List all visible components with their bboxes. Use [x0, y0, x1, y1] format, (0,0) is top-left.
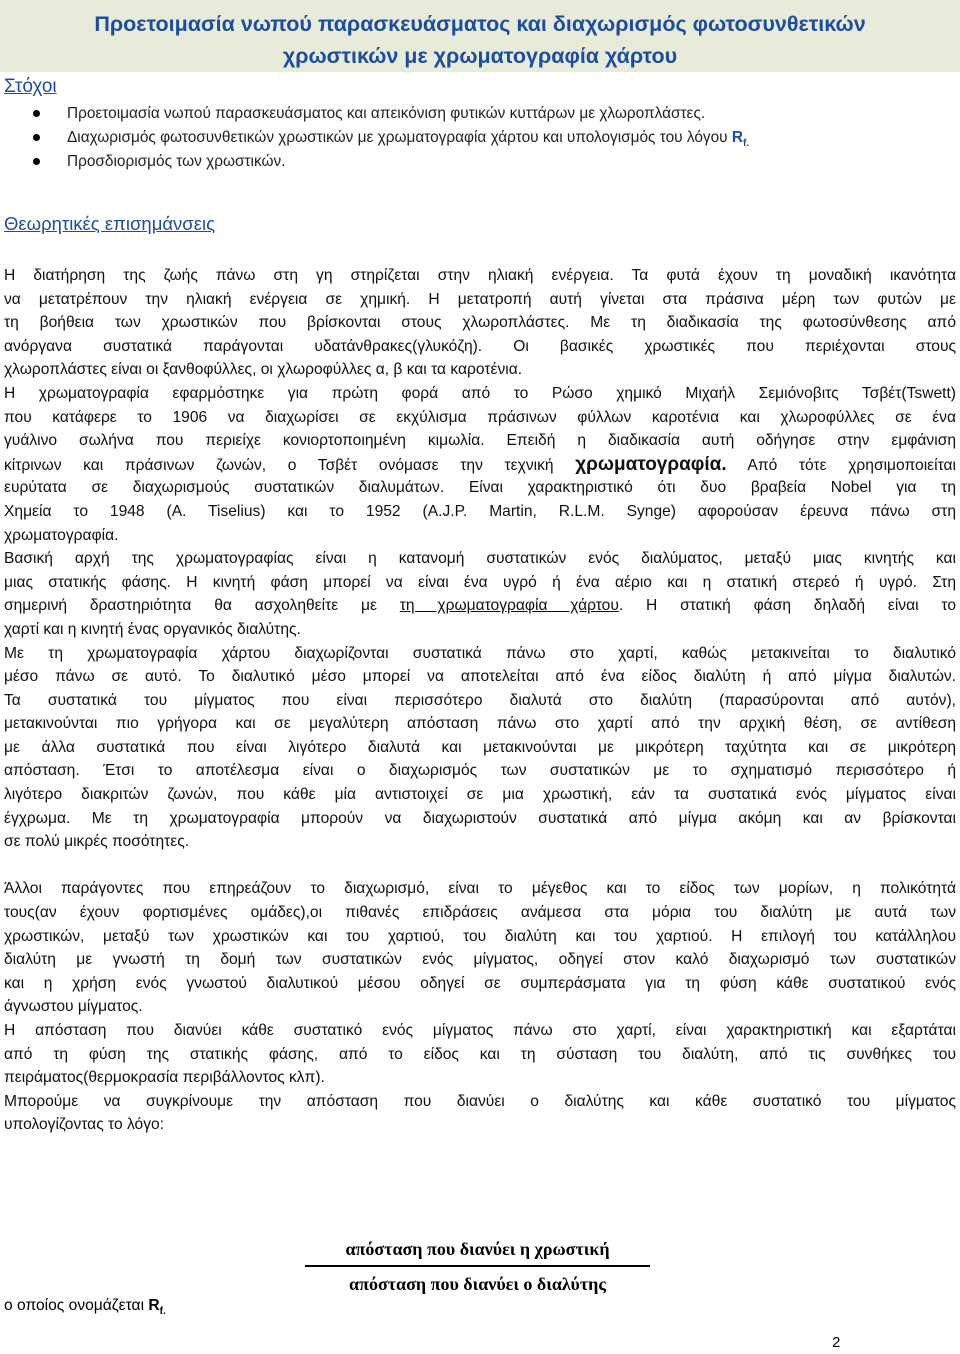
body-line-paper-chromatography	[4, 594, 956, 618]
page-title-line-2: χρωστικών με χρωματογραφία χάρτου	[282, 44, 678, 68]
body-line: Άλλοι παράγοντες που επηρεάζουν το διαχωρισμό, είναι το μέγεθος και το είδος των μορίων, η πολικότητά	[4, 880, 956, 898]
chromatography-term: χρωματογραφία.	[575, 453, 727, 475]
rf-definition-text: ο οποίος ονομάζεται	[4, 1297, 145, 1314]
body-line: τη βοήθεια των χρωστικών που βρίσκονται στους χλωροπλάστες. Με τη διαδικασία της φωτοσύνθεσης από	[4, 314, 956, 332]
formula-numerator: απόσταση που διανύει η χρωστική	[345, 1239, 610, 1259]
body-line: υπολογίζοντας το λόγο:	[4, 1116, 165, 1134]
body-line: να μετατρέπουν την ηλιακή ενέργεια σε χημική. Η μετατροπή αυτή γίνεται στα πράσινα μέρη των φυτών με	[4, 290, 956, 308]
rf-letter: R	[731, 129, 743, 146]
goal-text-2: Διαχωρισμός φωτοσυνθετικών χρωστικών με χρωματογραφία χάρτου και υπολογισμός του λόγου	[67, 129, 728, 146]
rf-subscript: f.	[159, 1306, 166, 1318]
goals-list	[0, 102, 749, 174]
page-title-line-1: Προετοιμασία νωπού παρασκευάσματος και διαχωρισμός φωτοσυνθετικών	[94, 12, 866, 36]
paragraph-gap	[4, 854, 956, 878]
rf-symbol	[731, 129, 750, 150]
body-line: έγχρωμα. Με τη χρωματογραφία μπορούν να διαχωριστούν συστατικά από μίγμα ακόμη και αν βρίσκονται	[4, 809, 956, 827]
body-line: απόσταση. Έτσι το αποτέλεσμα είναι ο διαχωρισμός των συστατικών με το σχηματισμό περισσότερο ή	[4, 762, 956, 780]
body-line: μέσο πάνω σε αυτό. Το διαλυτικό μέσο μπορεί να αποτελείται από ένα είδος διαλύτη ή από μίγμα διαλυτών.	[4, 668, 956, 686]
body-line: Τα συστατικά του μίγματος που είναι περισσότερο διαλυτά στο διαλύτη (παρασύρονται από αυτόν),	[4, 691, 956, 709]
body-line: με άλλα συστατικά που είναι λιγότερο διαλυτά και μετακινούνται με μικρότερη ταχύτητα και σε μικρότερη	[4, 738, 956, 756]
goal-item-2	[0, 126, 749, 150]
goal-text-3: Προσδιορισμός των χρωστικών.	[67, 153, 286, 170]
body-line: Η χρωματογραφία εφαρμόστηκε για πρώτη φορά από το Ρώσο χημικό Μιχαήλ Σεμιόνοβιτς Τσβέτ(Tswett)	[4, 384, 956, 402]
body-line: χαρτί και η κινητή ένας οργανικός διαλύτης.	[4, 620, 301, 638]
line-text: σημερινή δραστηριότητα θα ασχοληθείτε με	[4, 597, 377, 615]
line-text: κίτρινων και πράσινων ζωνών, ο Τσβέτ ονόμασε την τεχνική	[4, 456, 554, 474]
line-text: Από τότε χρησιμοποιείται	[747, 456, 956, 474]
body-line: ανόργανα συστατικά παράγονται υδατάνθρακες(γλυκόζη). Οι βασικές χρωστικές που περιέχονται στους	[4, 337, 956, 355]
body-line: Χημεία το 1948 (A. Tiselius) και το 1952 (A.J.P. Martin, R.L.M. Synge) αφορούσαν έρευνα πάνω στη	[4, 502, 956, 520]
goal-text-1: Προετοιμασία νωπού παρασκευάσματος και απεικόνιση φυτικών κυττάρων με χλωροπλάστες.	[67, 105, 706, 122]
body-line: ευρύτατα σε διαχωρισμούς συστατικών διαλυμάτων. Είναι χαρακτηριστικό ότι δυο βραβεία Nobel για τη	[4, 479, 956, 497]
body-line: και η χρήση ενός γνωστού διαλυτικού μέσου οδηγεί σε συμπεράσματα για τη φύση κάθε συστατικού ενός	[4, 974, 956, 992]
body-line: χρωματογραφία.	[4, 526, 119, 544]
body-line-chromatography	[4, 453, 956, 477]
body-line: χλωροπλάστες είναι οι ξανθοφύλλες, οι χλωροφύλλες α, β και τα καροτένια.	[4, 361, 523, 379]
body-line: γυάλινο σωλήνα που περιείχε κονιορτοποιημένη κιμωλία. Επειδή η διαδικασία αυτή οδήγησε στην εμφάνιση	[4, 432, 956, 450]
formula-denominator: απόσταση που διανύει ο διαλύτης	[349, 1274, 606, 1294]
title-banner	[0, 0, 960, 72]
body-line: σε πολύ μικρές ποσότητες.	[4, 833, 190, 851]
body-line: Η διατήρηση της ζωής πάνω στη γη στηρίζεται στην ηλιακή ενέργεια. Τα φυτά έχουν τη μοναδική ικανότητα	[4, 267, 956, 284]
body-line: που κατάφερε το 1906 να διαχωρίσει σε εκχύλισμα πράσινων φύλλων καροτένια και χλωροφύλλες σε ένα	[4, 408, 956, 426]
theory-body	[4, 264, 956, 1137]
line-text: . Η στατική φάση δηλαδή είναι το	[618, 597, 956, 615]
rf-formula	[305, 1238, 650, 1295]
body-line: άγνωστου μίγματος.	[4, 998, 143, 1016]
theory-heading: Θεωρητικές επισημάνσεις	[4, 213, 215, 234]
paper-chromatography-term: τη χρωματογραφία χάρτου	[399, 597, 619, 615]
body-line: μετακινούνται πιο γρήγορα και σε μεγαλύτερη απόσταση πάνω στο χαρτί από την αρχική θέση, σε αντίθεση	[4, 715, 956, 733]
goals-heading: Στόχοι	[4, 76, 57, 97]
body-line: χρωστικών, μεταξύ των χρωστικών και του χαρτιού, του διαλύτη και του χαρτιού. Η επιλογή του κατάλληλου	[4, 927, 956, 945]
goal-item-3	[0, 150, 749, 174]
body-line: τους(αν έχουν φορτισμένες ομάδες),οι πιθανές επιδράσεις ανάμεσα στα μόρια του διαλύτη με αυτά των	[4, 904, 956, 922]
rf-subscript: f.	[742, 138, 750, 150]
body-line: Μπορούμε να συγκρίνουμε την απόσταση που διανύει ο διαλύτης και κάθε συστατικό του μίγματος	[4, 1092, 956, 1110]
body-line: μιας στατικής φάσης. Η κινητή φάση μπορεί να είναι ένα υγρό ή ένα αέριο και η στατική στερεό ή υγρό. Στη	[4, 573, 956, 591]
rf-definition	[4, 1295, 166, 1323]
rf-letter: R	[148, 1297, 160, 1314]
body-line: Βασική αρχή της χρωματογραφίας είναι η κατανομή συστατικών ενός διαλύματος, μεταξύ μιας κινητής και	[4, 550, 956, 568]
body-line: λιγότερο διακριτών ζωνών, που κάθε μία αντιστοιχεί σε μια χρωστική, εάν τα συστατικά ενός μίγματος είναι	[4, 786, 956, 804]
body-line: Η απόσταση που διανύει κάθε συστατικό ενός μίγματος πάνω στο χαρτί, είναι χαρακτηριστική και εξαρτάται	[4, 1022, 956, 1039]
body-line: διαλύτη με γνωστή τη δομή των συστατικών ενός μίγματος, οδηγεί στον καλό διαχωρισμό των συστατικών	[4, 951, 956, 969]
body-line: από τη φύση της στατικής φάσης, από το είδος και τη σύσταση του διαλύτη, από τις συνθήκες του	[4, 1045, 956, 1063]
body-line: Με τη χρωματογραφία χάρτου διαχωρίζονται συστατικά πάνω στο χαρτί, καθώς μετακινείται το διαλυτικό	[4, 644, 956, 662]
page-number: 2	[832, 1334, 841, 1351]
rf-symbol	[148, 1297, 166, 1318]
goal-item-1	[0, 102, 749, 126]
body-line: πειράματος(θερμοκρασία περιβάλλοντος κλπ).	[4, 1069, 325, 1087]
